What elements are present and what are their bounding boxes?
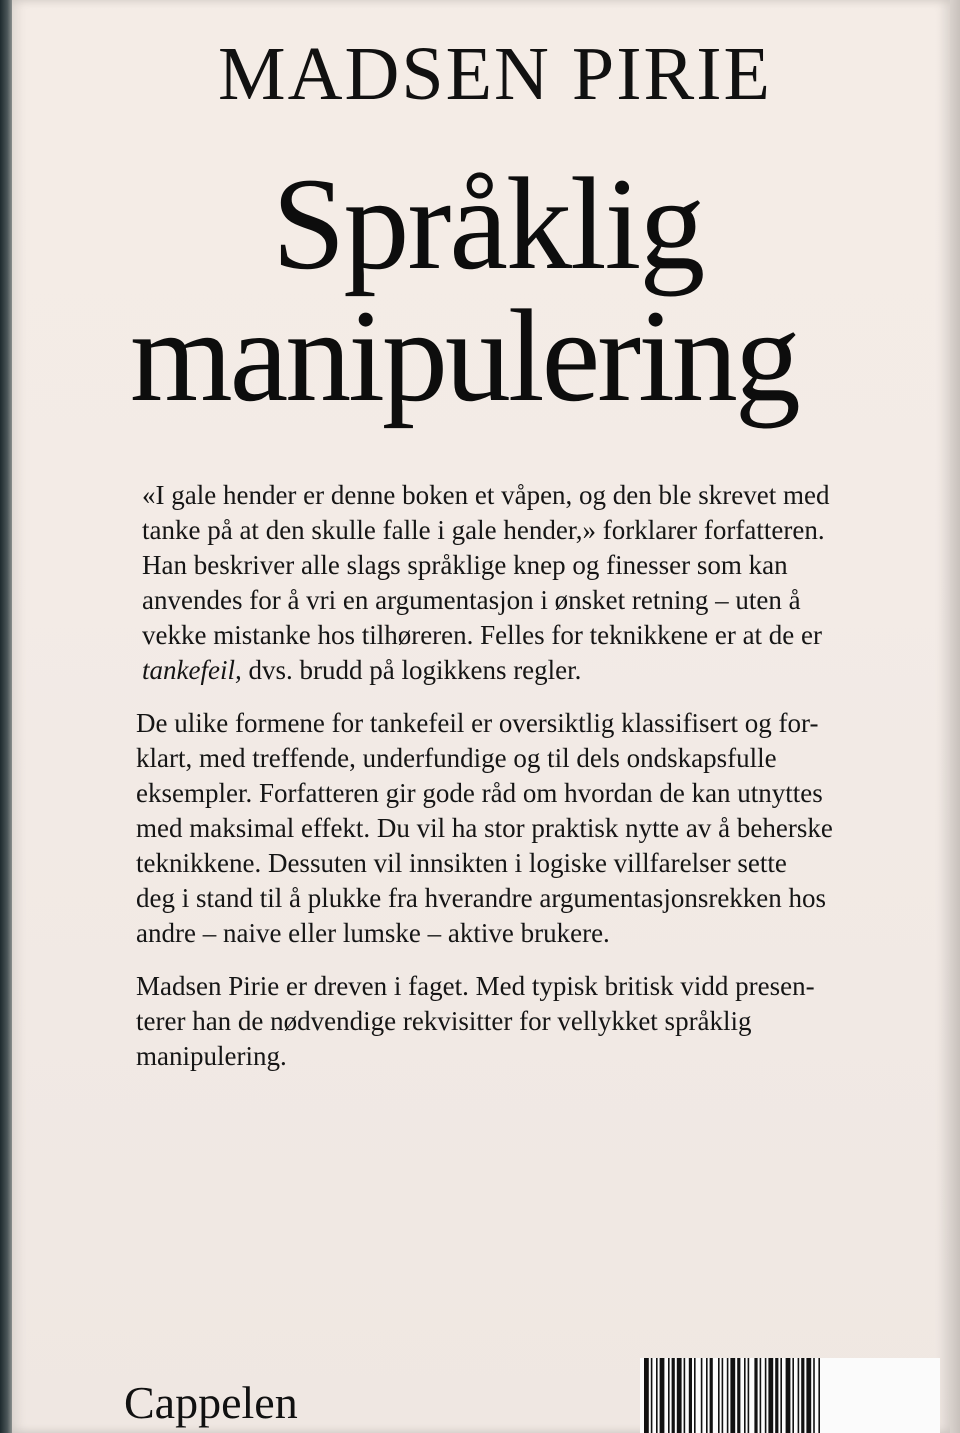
italic-term: tankefeil, [142, 655, 242, 685]
barcode-bar [706, 1358, 708, 1433]
blurb-line: andre – naive eller lumske – aktive brukere. [136, 918, 610, 948]
blurb-line: tanke på at den skulle falle i gale hender,» forklarer forfatteren. [142, 515, 825, 545]
barcode-bar [710, 1358, 713, 1433]
barcode-bar [754, 1358, 757, 1433]
blurb-line: De ulike formene for tankefeil er oversiktlig klassifisert og for- [136, 708, 819, 738]
barcode-bar [668, 1358, 670, 1433]
barcode-bar [792, 1358, 794, 1433]
barcode-bar [722, 1358, 724, 1433]
blurb-line: manipulering. [136, 1041, 287, 1071]
blurb-line: teknikkene. Dessuten vil innsikten i logiske villfarelser sette [136, 848, 787, 878]
barcode-bar [672, 1358, 675, 1433]
blurb-paragraph-1 [136, 478, 926, 688]
barcode-bar [644, 1358, 649, 1433]
blurb-line: vekke mistanke hos tilhøreren. Felles for teknikkene er at de er [142, 620, 823, 650]
blurb-line: med maksimal effekt. Du vil ha stor praktisk nytte av å beherske [136, 813, 833, 843]
blurb-paragraph-2 [136, 706, 926, 951]
barcode-bar [806, 1358, 811, 1433]
barcode-bar [718, 1358, 720, 1433]
blurb-line: deg i stand til å plukke fra hverandre argumentasjonsrekken hos [136, 883, 827, 913]
title-line-2: manipulering [130, 282, 798, 429]
blurb-line: Han beskriver alle slags språklige knep og finesser som kan [142, 550, 788, 580]
barcode-bar [660, 1358, 665, 1433]
barcode-bar [689, 1358, 692, 1433]
title-line-1: Språklig [272, 150, 704, 297]
left-book-edge [0, 0, 12, 1433]
blurb-line: eksempler. Forfatteren gir gode råd om hvordan de kan utnyttes [136, 778, 823, 808]
barcode-bar [768, 1358, 773, 1433]
barcode-bar [765, 1358, 767, 1433]
blurb [136, 478, 926, 1092]
publisher-name: Cappelen [124, 1377, 298, 1428]
barcode-bar [677, 1358, 682, 1433]
blurb-line: «I gale hender er denne boken et våpen, og den ble skrevet med [142, 480, 830, 510]
blurb-paragraph-3 [136, 969, 926, 1074]
barcode-bar [656, 1358, 658, 1433]
barcode-bar [744, 1358, 746, 1433]
barcode-bar [737, 1358, 740, 1433]
barcode-graphic [640, 1358, 940, 1433]
blurb-line: anvendes for å vri en argumentasjon i ønsket retning – uten å [142, 585, 801, 615]
blurb-line-rest: dvs. brudd på logikkens regler. [241, 655, 582, 685]
barcode-bar [813, 1358, 815, 1433]
barcode-bar [801, 1358, 804, 1433]
barcode-bar [701, 1358, 703, 1433]
author-name: MADSEN PIRIE [218, 32, 772, 116]
blurb-line-last [142, 653, 926, 688]
barcode-bar [760, 1358, 762, 1433]
barcode-bar [818, 1358, 820, 1433]
barcode-bar [684, 1358, 686, 1433]
blurb-line: klart, med treffende, underfundige og til dels ondskapsfulle [136, 743, 777, 773]
barcode-bar [694, 1358, 696, 1433]
right-book-edge [950, 0, 960, 1433]
barcode-bar [651, 1358, 653, 1433]
back-cover [12, 0, 950, 1433]
blurb-line: terer han de nødvendige rekvisitter for vellykket språklig [136, 1006, 752, 1036]
barcode-bar [786, 1358, 791, 1433]
blurb-line: Madsen Pirie er dreven i faget. Med typisk britisk vidd presen- [136, 971, 815, 1001]
barcode-icon [640, 1358, 940, 1433]
barcode-bar [748, 1358, 750, 1433]
barcode-bar [775, 1358, 778, 1433]
barcode-bar [798, 1358, 800, 1433]
barcode-bar [730, 1358, 735, 1433]
barcode-bar [780, 1358, 782, 1433]
barcode-bar [727, 1358, 729, 1433]
